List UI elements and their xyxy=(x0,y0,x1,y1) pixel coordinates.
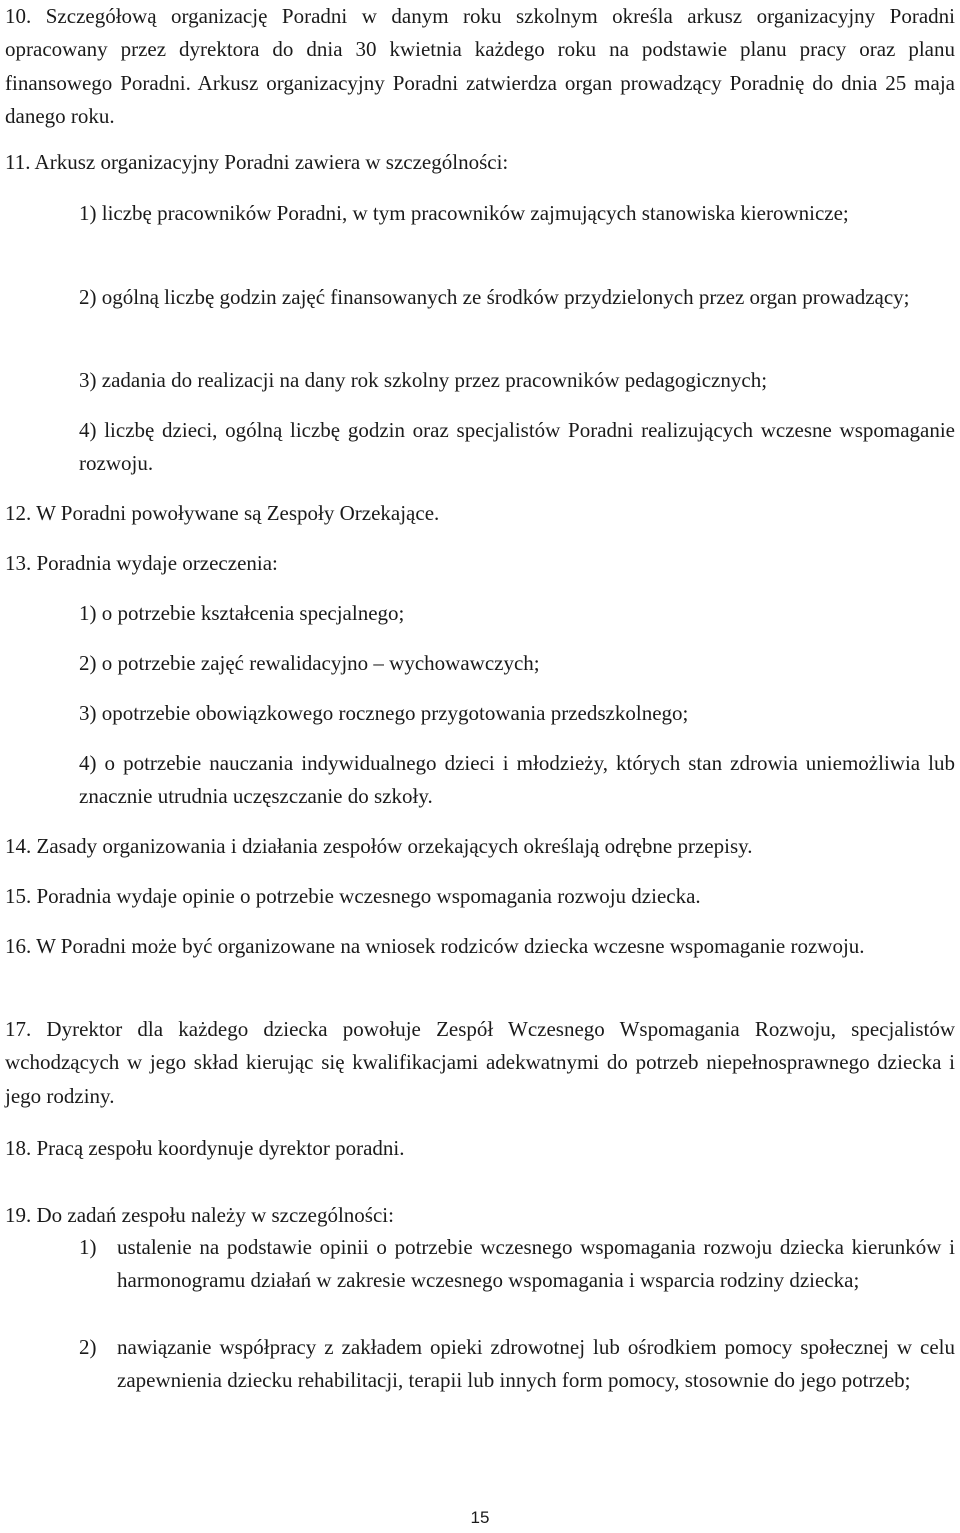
paragraph-11-item-2: 2) ogólną liczbę godzin zajęć finansowanych ze środków przydzielonych przez organ prowadzący; xyxy=(79,285,910,309)
paragraph-13-item-4: 4) o potrzebie nauczania indywidualnego dzieci i młodzieży, których stan zdrowia uniemożliwia lub znacznie utrudnia uczęszczanie do szkoły. xyxy=(79,751,955,809)
list-item-text: nawiązanie współpracy z zakładem opieki zdrowotnej lub ośrodkiem pomocy społecznej w celu zapewnienia dziecku rehabilitacji, terapii lub innych form pomocy, stosownie do jego potrzeb; xyxy=(117,1335,955,1393)
paragraph-13-item-3: 3) opotrzebie obowiązkowego rocznego przygotowania przedszkolnego; xyxy=(79,701,689,725)
paragraph-17: 17. Dyrektor dla każdego dziecka powołuje Zespół Wczesnego Wspomagania Rozwoju, specjalistów wchodzących w jego skład kierując się kwalifikacjami adekwatnymi do potrzeb niepełnosprawnego dziecka i jego rodziny. xyxy=(5,1017,955,1108)
paragraph-19-item-2 xyxy=(79,1331,955,1398)
paragraph-10: 10. Szczegółową organizację Poradni w danym roku szkolnym określa arkusz organizacyjny Poradni opracowany przez dyrektora do dnia 30 kwietnia każdego roku na podstawie planu pracy oraz planu finansowego Poradni. Arkusz organizacyjny Poradni zatwierdza organ prowadzący Poradnię do dnia 25 maja danego roku. xyxy=(5,4,955,128)
list-item-number: 1) xyxy=(79,1235,97,1259)
page-number: 15 xyxy=(470,1508,490,1527)
paragraph-11-lead: 11. Arkusz organizacyjny Poradni zawiera w szczególności: xyxy=(5,150,509,174)
paragraph-11-item-1: 1) liczbę pracowników Poradni, w tym pracowników zajmujących stanowiska kierownicze; xyxy=(79,201,849,225)
paragraph-16: 16. W Poradni może być organizowane na wniosek rodziców dziecka wczesne wspomaganie rozwoju. xyxy=(5,934,865,958)
paragraph-15: 15. Poradnia wydaje opinie o potrzebie wczesnego wspomagania rozwoju dziecka. xyxy=(5,884,701,908)
paragraph-13-item-1: 1) o potrzebie kształcenia specjalnego; xyxy=(79,601,405,625)
paragraph-19-lead: 19. Do zadań zespołu należy w szczególności: xyxy=(5,1203,394,1227)
paragraph-18: 18. Pracą zespołu koordynuje dyrektor poradni. xyxy=(5,1136,405,1160)
list-item-text: ustalenie na podstawie opinii o potrzebie wczesnego wspomagania rozwoju dziecka kierunków i harmonogramu działań w zakresie wczesnego wspomagania i wsparcia rodziny dziecka; xyxy=(117,1235,955,1293)
paragraph-13-item-2: 2) o potrzebie zajęć rewalidacyjno – wychowawczych; xyxy=(79,651,540,675)
paragraph-14: 14. Zasady organizowania i działania zespołów orzekających określają odrębne przepisy. xyxy=(5,834,753,858)
paragraph-13-lead: 13. Poradnia wydaje orzeczenia: xyxy=(5,551,278,575)
paragraph-19-item-1 xyxy=(79,1231,955,1298)
list-item-number: 2) xyxy=(79,1335,97,1359)
paragraph-12: 12. W Poradni powoływane są Zespoły Orzekające. xyxy=(5,501,440,525)
paragraph-11-item-4: 4) liczbę dzieci, ogólną liczbę godzin oraz specjalistów Poradni realizujących wczesne wspomaganie rozwoju. xyxy=(79,418,955,476)
paragraph-11-item-3: 3) zadania do realizacji na dany rok szkolny przez pracowników pedagogicznych; xyxy=(79,368,768,392)
